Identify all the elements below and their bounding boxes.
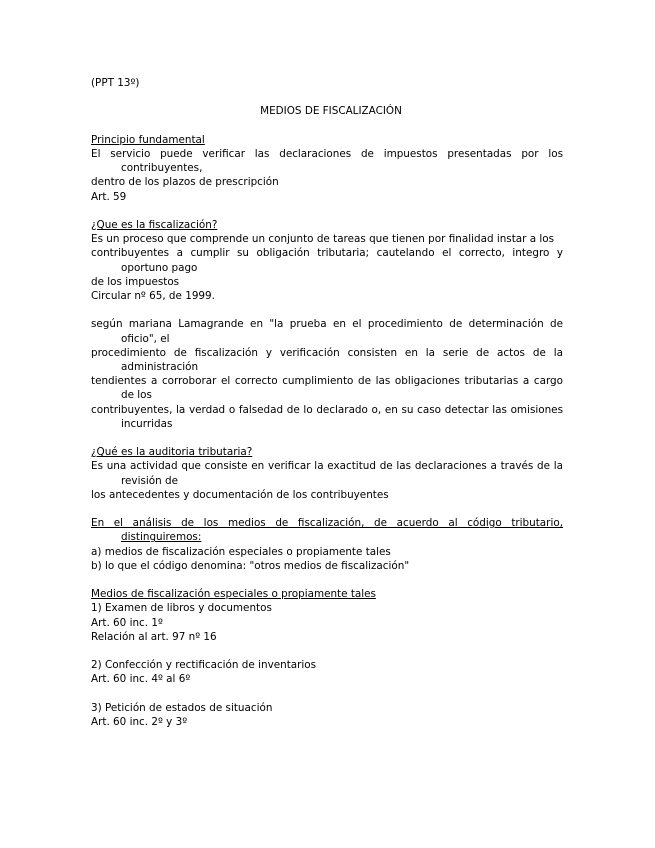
especiales-item1-art: Art. 60 inc. 1º <box>91 616 163 629</box>
lamagrande-p4: contribuyentes, la verdad o falsedad de lo declarado o, en su caso detectar las omisiones incurridas <box>91 403 563 430</box>
principio-paragraph: El servicio puede verificar las declaraciones de impuestos presentadas por los contribuyentes, <box>91 147 563 175</box>
especiales-item3-art: Art. 60 inc. 2º y 3º <box>91 716 188 728</box>
principio-heading: Principio fundamental <box>91 133 205 146</box>
especiales-item3-title: 3) Petición de estados de situación <box>91 701 273 714</box>
analisis-item-b: b) lo que el código denomina: "otros medios de fiscalización" <box>91 559 410 572</box>
document-page <box>91 76 563 729</box>
lamagrande-p2: procedimiento de fiscalización y verificación consisten en la serie de actos de la administración <box>91 346 563 373</box>
especiales-item1-rel: Relación al art. 97 nº 16 <box>91 630 217 643</box>
header-code: (PPT 13º) <box>91 77 140 89</box>
analisis-heading: En el análisis de los medios de fiscalización, de acuerdo al código tributario, distinguiremos: <box>91 517 563 544</box>
especiales-item1-title: 1) Examen de libros y documentos <box>91 602 272 615</box>
especiales-item2-art: Art. 60 inc. 4º al 6º <box>91 673 191 686</box>
auditoria-heading: ¿Qué es la auditoria tributaria? <box>91 446 253 459</box>
fiscalizacion-line3: de los impuestos <box>91 275 180 288</box>
fiscalizacion-paragraph2: contribuyentes a cumplir su obligación tributaria; cautelando el correcto, integro y oportuno pago <box>91 247 563 274</box>
analisis-item-a: a) medios de fiscalización especiales o propiamente tales <box>91 545 391 558</box>
fiscalizacion-circular: Circular nº 65, de 1999. <box>91 290 215 302</box>
especiales-item2-title: 2) Confección y rectificación de inventarios <box>91 659 317 672</box>
especiales-heading: Medios de fiscalización especiales o propiamente tales <box>91 588 376 601</box>
auditoria-paragraph: Es una actividad que consiste en verificar la exactitud de las declaraciones a través de la revisión de <box>91 460 563 487</box>
document-title: MEDIOS DE FISCALIZACIÓN <box>260 105 402 118</box>
lamagrande-p1: según mariana Lamagrande en "la prueba en el procedimiento de determinación de oficio", el <box>91 318 563 345</box>
principio-article: Art. 59 <box>91 190 127 203</box>
principio-line2: dentro de los plazos de prescripción <box>91 176 279 189</box>
fiscalizacion-heading: ¿Que es la fiscalización? <box>91 218 218 231</box>
fiscalizacion-paragraph1: Es un proceso que comprende un conjunto de tareas que tienen por finalidad instar a los <box>91 233 555 246</box>
auditoria-line2: los antecedentes y documentación de los contribuyentes <box>91 488 389 501</box>
lamagrande-p3: tendientes a corroborar el correcto cumplimiento de las obligaciones tributarias a cargo de los <box>91 375 563 402</box>
